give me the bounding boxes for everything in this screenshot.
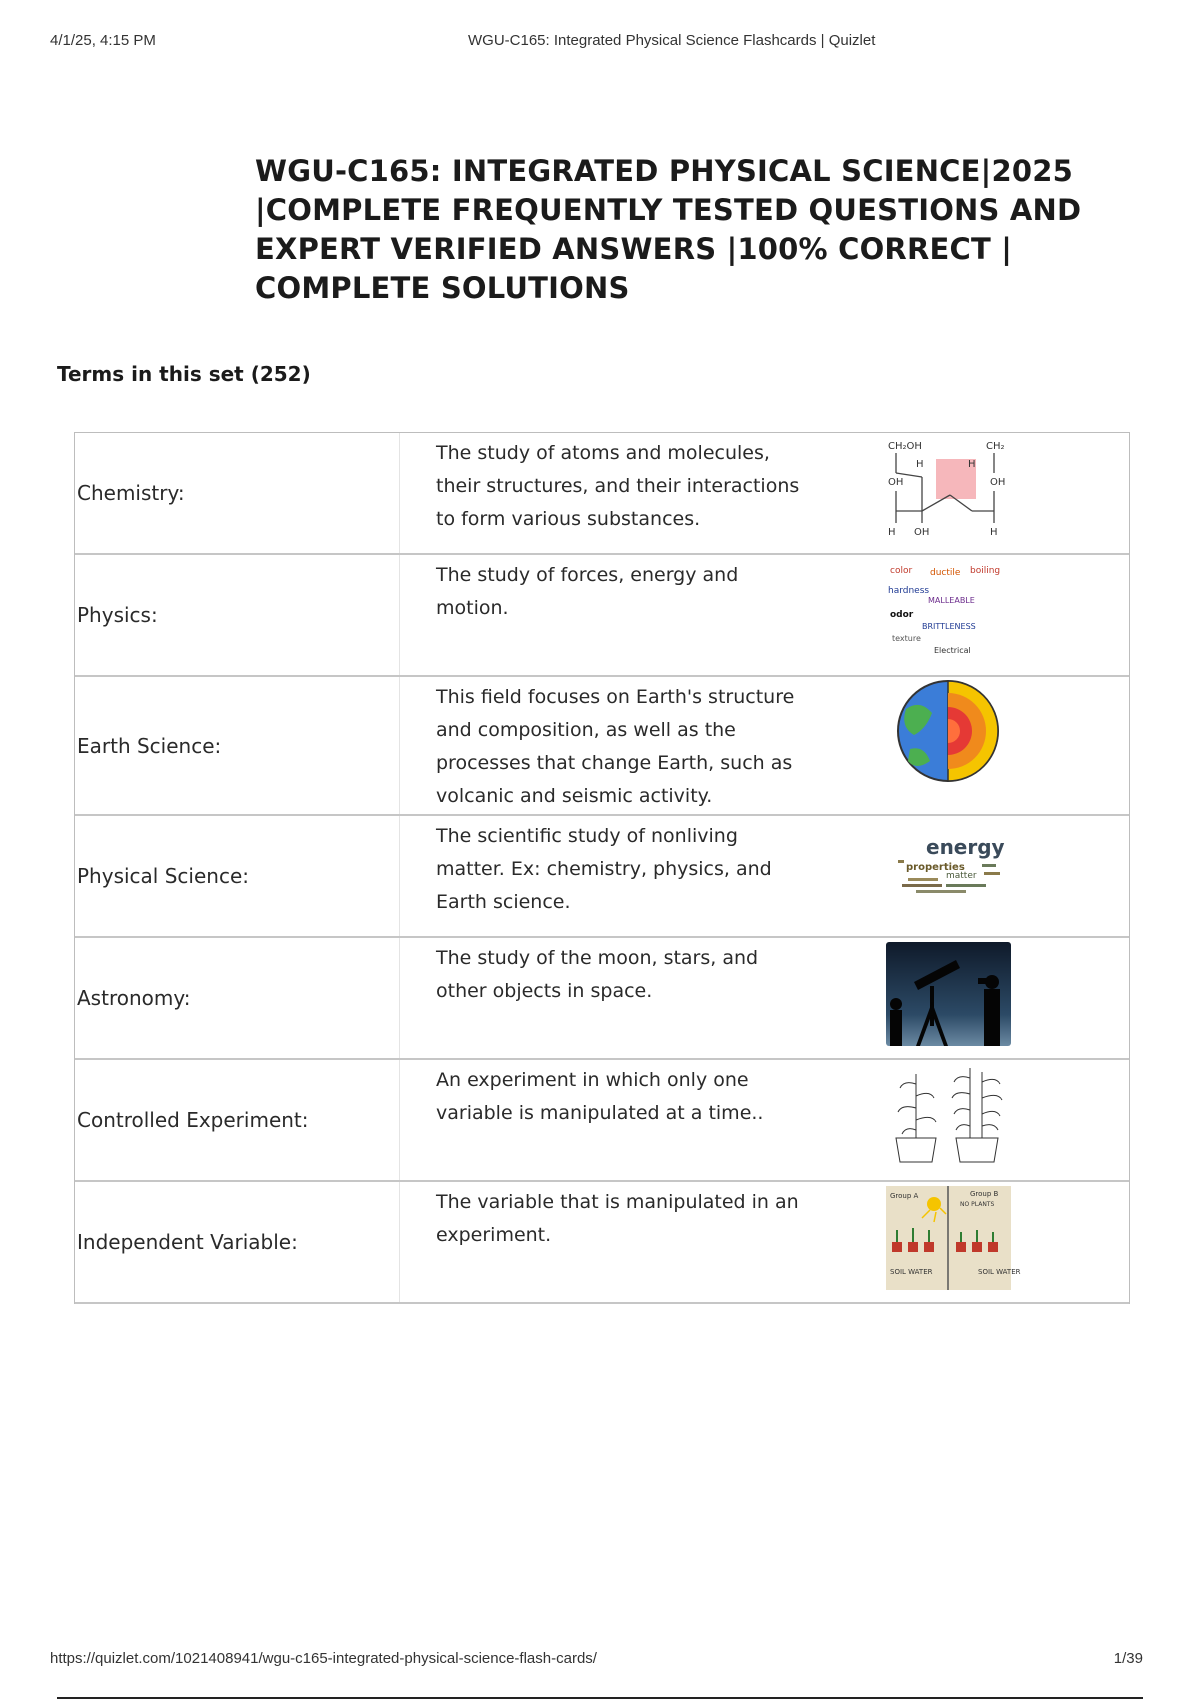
- footer-url: https://quizlet.com/1021408941/wgu-c165-integrated-physical-science-flash-cards/: [50, 1650, 597, 1667]
- svg-text:BRITTLENESS: BRITTLENESS: [922, 622, 976, 631]
- svg-text:SOIL WATER: SOIL WATER: [978, 1268, 1021, 1276]
- svg-text:matter: matter: [946, 871, 977, 881]
- chem-label: CH₂: [986, 441, 1005, 452]
- term-definition: The study of the moon, stars, and other objects in space.: [436, 947, 759, 1002]
- footer-divider: [57, 1697, 1143, 1699]
- term-image-cell: [806, 433, 1129, 553]
- chem-label: OH: [990, 477, 1006, 488]
- earth-layers-image: [886, 679, 1011, 783]
- print-page-title: WGU-C165: Integrated Physical Science Flashcards | Quizlet: [468, 32, 876, 49]
- term-definition: The study of forces, energy and motion.: [436, 564, 739, 619]
- telescope-silhouette-image: [886, 942, 1011, 1046]
- svg-text:MALLEABLE: MALLEABLE: [928, 596, 975, 605]
- document-title: WGU-C165: INTEGRATED PHYSICAL SCIENCE|2025 |COMPLETE FREQUENTLY TESTED QUESTIONS AND EXPERT VERIFIED ANSWERS |100% CORRECT | COMPLETE SOLUTIONS: [255, 154, 1082, 305]
- word-cloud-image: [886, 559, 1011, 663]
- term-label: Physics:: [75, 555, 400, 675]
- chem-label: H: [888, 527, 896, 538]
- terms-table: [74, 432, 1130, 1304]
- term-row: [75, 1060, 1129, 1182]
- print-header: [0, 0, 1200, 60]
- chem-label: H: [968, 459, 976, 470]
- term-row: [75, 816, 1129, 938]
- chem-label: H: [916, 459, 924, 470]
- chem-label: OH: [914, 527, 930, 538]
- term-label: Controlled Experiment:: [75, 1060, 400, 1180]
- svg-text:color: color: [890, 566, 913, 576]
- term-row: [75, 938, 1129, 1060]
- svg-text:SOIL WATER: SOIL WATER: [890, 1268, 933, 1276]
- svg-text:Group A: Group A: [890, 1192, 919, 1200]
- term-label: Chemistry:: [75, 433, 400, 553]
- svg-text:NO PLANTS: NO PLANTS: [960, 1201, 995, 1208]
- svg-text:Electrical: Electrical: [934, 646, 971, 655]
- term-label: Astronomy:: [75, 938, 400, 1058]
- term-definition: This field focuses on Earth's structure and composition, as well as the processes that change Earth, such as volcanic and seismic activity.: [436, 686, 795, 807]
- svg-text:energy: energy: [926, 835, 1005, 859]
- svg-text:boiling: boiling: [970, 566, 1001, 576]
- term-definition: An experiment in which only one variable is manipulated at a time..: [436, 1069, 764, 1124]
- term-row: [75, 433, 1129, 555]
- svg-text:odor: odor: [890, 610, 914, 620]
- molecule-structure-image: [886, 437, 1011, 541]
- term-image-cell: [806, 677, 1129, 814]
- chem-label: H: [990, 527, 998, 538]
- term-image-cell: [806, 816, 1129, 936]
- print-datetime: 4/1/25, 4:15 PM: [50, 32, 156, 49]
- svg-text:texture: texture: [892, 634, 921, 643]
- term-definition: The scientific study of nonliving matter. Ex: chemistry, physics, and Earth science.: [436, 825, 772, 913]
- terms-count-label: Terms in this set (252): [57, 362, 311, 386]
- energy-word-cloud-image: [886, 820, 1011, 924]
- term-label: Earth Science:: [75, 677, 400, 814]
- term-row: [75, 1182, 1129, 1304]
- term-row: [75, 555, 1129, 677]
- term-definition: The study of atoms and molecules, their structures, and their interactions to form various substances.: [436, 442, 800, 530]
- svg-text:hardness: hardness: [888, 586, 930, 596]
- footer-page-number: 1/39: [1113, 1650, 1143, 1667]
- svg-text:properties: properties: [906, 862, 965, 873]
- chem-label: OH: [888, 477, 904, 488]
- svg-text:ductile: ductile: [930, 568, 961, 578]
- term-row: [75, 677, 1129, 816]
- potted-plants-image: [886, 1064, 1011, 1168]
- term-label: Independent Variable:: [75, 1182, 400, 1302]
- term-label: Physical Science:: [75, 816, 400, 936]
- term-image-cell: [806, 1182, 1129, 1302]
- term-definition: The variable that is manipulated in an experiment.: [436, 1191, 799, 1246]
- term-image-cell: [806, 938, 1129, 1058]
- chem-label: CH₂OH: [888, 441, 922, 452]
- term-image-cell: [806, 555, 1129, 675]
- svg-text:Group B: Group B: [970, 1190, 999, 1198]
- term-image-cell: [806, 1060, 1129, 1180]
- plant-groups-drawing-image: [886, 1186, 1021, 1290]
